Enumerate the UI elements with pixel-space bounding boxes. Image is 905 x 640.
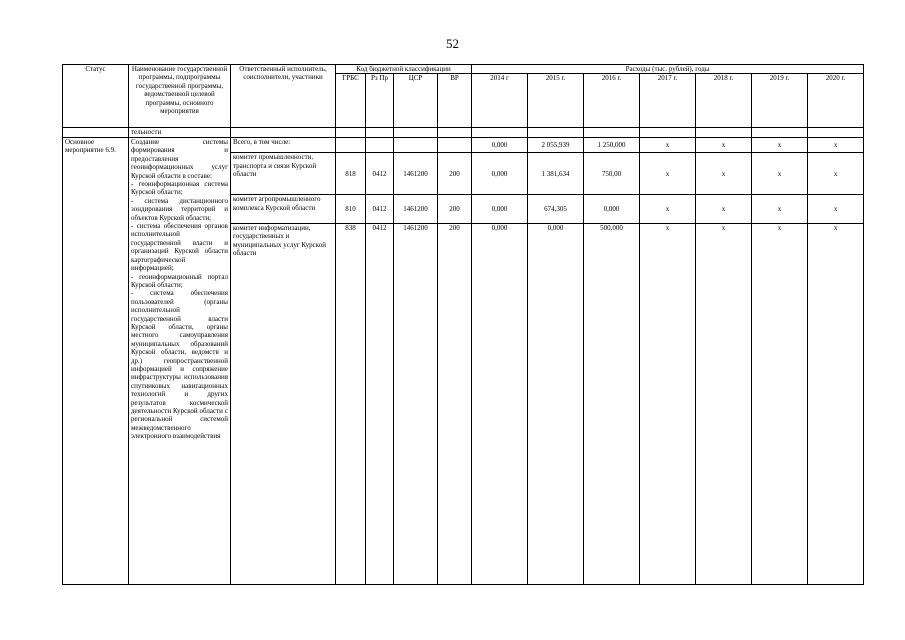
value-cell: x bbox=[808, 224, 864, 585]
responsible-cell: Всего, в том числе: bbox=[231, 138, 336, 153]
grbs-cell: 818 bbox=[336, 153, 366, 195]
value-cell: x bbox=[696, 138, 752, 153]
value-cell: x bbox=[752, 153, 808, 195]
value-cell: x bbox=[808, 138, 864, 153]
empty-cell bbox=[63, 128, 129, 138]
row-name: Создание системы формирования и предоставления геоинформационных услуг Курской области в составе: - геоинформационная система Курской области; - система дистанционного зондирования территорий и объектов Курской области; - система обеспечения органов исполнительной государственной власти и организаций Курской области картографической информацией; - геоинформационный портал Курской области; - система обеспечения пользователей (органы исполнительной государственной власти Курской области, органы местного самоуправления муниципальных образований Курской области, ведомств и др.) геопространственной информацией и сопряжение инфраструктуры использования спутниковых навигационных технологий и других результатов космической деятельности Курской области с региональной системой межведомственного электронного взаимодействия bbox=[129, 138, 231, 585]
csr-cell: 1461200 bbox=[394, 224, 438, 585]
vr-cell: 200 bbox=[438, 153, 472, 195]
header-year-2020: 2020 г. bbox=[808, 74, 864, 128]
responsible-cell: комитет агропромышленного комплекса Курской области bbox=[231, 195, 336, 224]
rzpr-cell: 0412 bbox=[366, 153, 394, 195]
responsible-cell: комитет промышленности, транспорта и связи Курской области bbox=[231, 153, 336, 195]
header-year-2017: 2017 г. bbox=[640, 74, 696, 128]
value-cell: x bbox=[752, 224, 808, 585]
value-cell: x bbox=[640, 153, 696, 195]
table-row bbox=[63, 138, 864, 153]
budget-table bbox=[62, 64, 864, 585]
grbs-cell: 810 bbox=[336, 195, 366, 224]
value-cell: 0,000 bbox=[472, 224, 528, 585]
vr-cell: 200 bbox=[438, 195, 472, 224]
csr-cell: 1461200 bbox=[394, 195, 438, 224]
value-cell: 500,000 bbox=[584, 224, 640, 585]
value-cell: x bbox=[808, 195, 864, 224]
header-year-2018: 2018 г. bbox=[696, 74, 752, 128]
value-cell: x bbox=[752, 138, 808, 153]
header-year-2016: 2016 г. bbox=[584, 74, 640, 128]
value-cell: x bbox=[640, 195, 696, 224]
header-status: Статус bbox=[63, 65, 129, 128]
row-status: Основное мероприятие 6.9. bbox=[63, 138, 129, 585]
value-cell: 2 055,939 bbox=[528, 138, 584, 153]
vr-cell bbox=[438, 138, 472, 153]
value-cell: 750,00 bbox=[584, 153, 640, 195]
value-cell: x bbox=[640, 138, 696, 153]
header-year-2019: 2019 г. bbox=[752, 74, 808, 128]
rzpr-cell: 0412 bbox=[366, 224, 394, 585]
rzpr-cell bbox=[366, 138, 394, 153]
value-cell: x bbox=[696, 153, 752, 195]
value-cell: 674,305 bbox=[528, 195, 584, 224]
value-cell: 0,000 bbox=[528, 224, 584, 585]
value-cell: x bbox=[696, 195, 752, 224]
header-csr: ЦСР bbox=[394, 74, 438, 128]
rzpr-cell: 0412 bbox=[366, 195, 394, 224]
header-responsible: Ответственный исполнитель, соисполнители, участники bbox=[231, 65, 336, 128]
value-cell: x bbox=[808, 153, 864, 195]
grbs-cell: 838 bbox=[336, 224, 366, 585]
value-cell: 1 250,000 bbox=[584, 138, 640, 153]
value-cell: 0,000 bbox=[472, 138, 528, 153]
continuation-row bbox=[63, 128, 864, 138]
csr-cell bbox=[394, 138, 438, 153]
vr-cell: 200 bbox=[438, 224, 472, 585]
page-number: 52 bbox=[446, 36, 459, 51]
responsible-cell: комитет информатизации, государственных и муниципальных услуг Курской области bbox=[231, 224, 336, 585]
header-vr: ВР bbox=[438, 74, 472, 128]
value-cell: 0,000 bbox=[472, 153, 528, 195]
header-budget-code: Код бюджетной классификации bbox=[336, 65, 472, 74]
header-year-2015: 2015 г. bbox=[528, 74, 584, 128]
value-cell: 0,000 bbox=[584, 195, 640, 224]
grbs-cell bbox=[336, 138, 366, 153]
header-name: Наименование государственной программы, подпрограммы государственной программы, ведомственной целевой программы, основного мероприятия bbox=[129, 65, 231, 128]
continuation-text: тельности bbox=[129, 128, 231, 138]
header-year-2014: 2014 г bbox=[472, 74, 528, 128]
value-cell: 0,000 bbox=[472, 195, 528, 224]
value-cell: x bbox=[696, 224, 752, 585]
csr-cell: 1461200 bbox=[394, 153, 438, 195]
value-cell: 1 381,634 bbox=[528, 153, 584, 195]
value-cell: x bbox=[752, 195, 808, 224]
header-grbs: ГРБС bbox=[336, 74, 366, 128]
value-cell: x bbox=[640, 224, 696, 585]
header-expenses: Расходы (тыс. рублей), годы bbox=[472, 65, 864, 74]
header-rzpr: Рз Пр bbox=[366, 74, 394, 128]
